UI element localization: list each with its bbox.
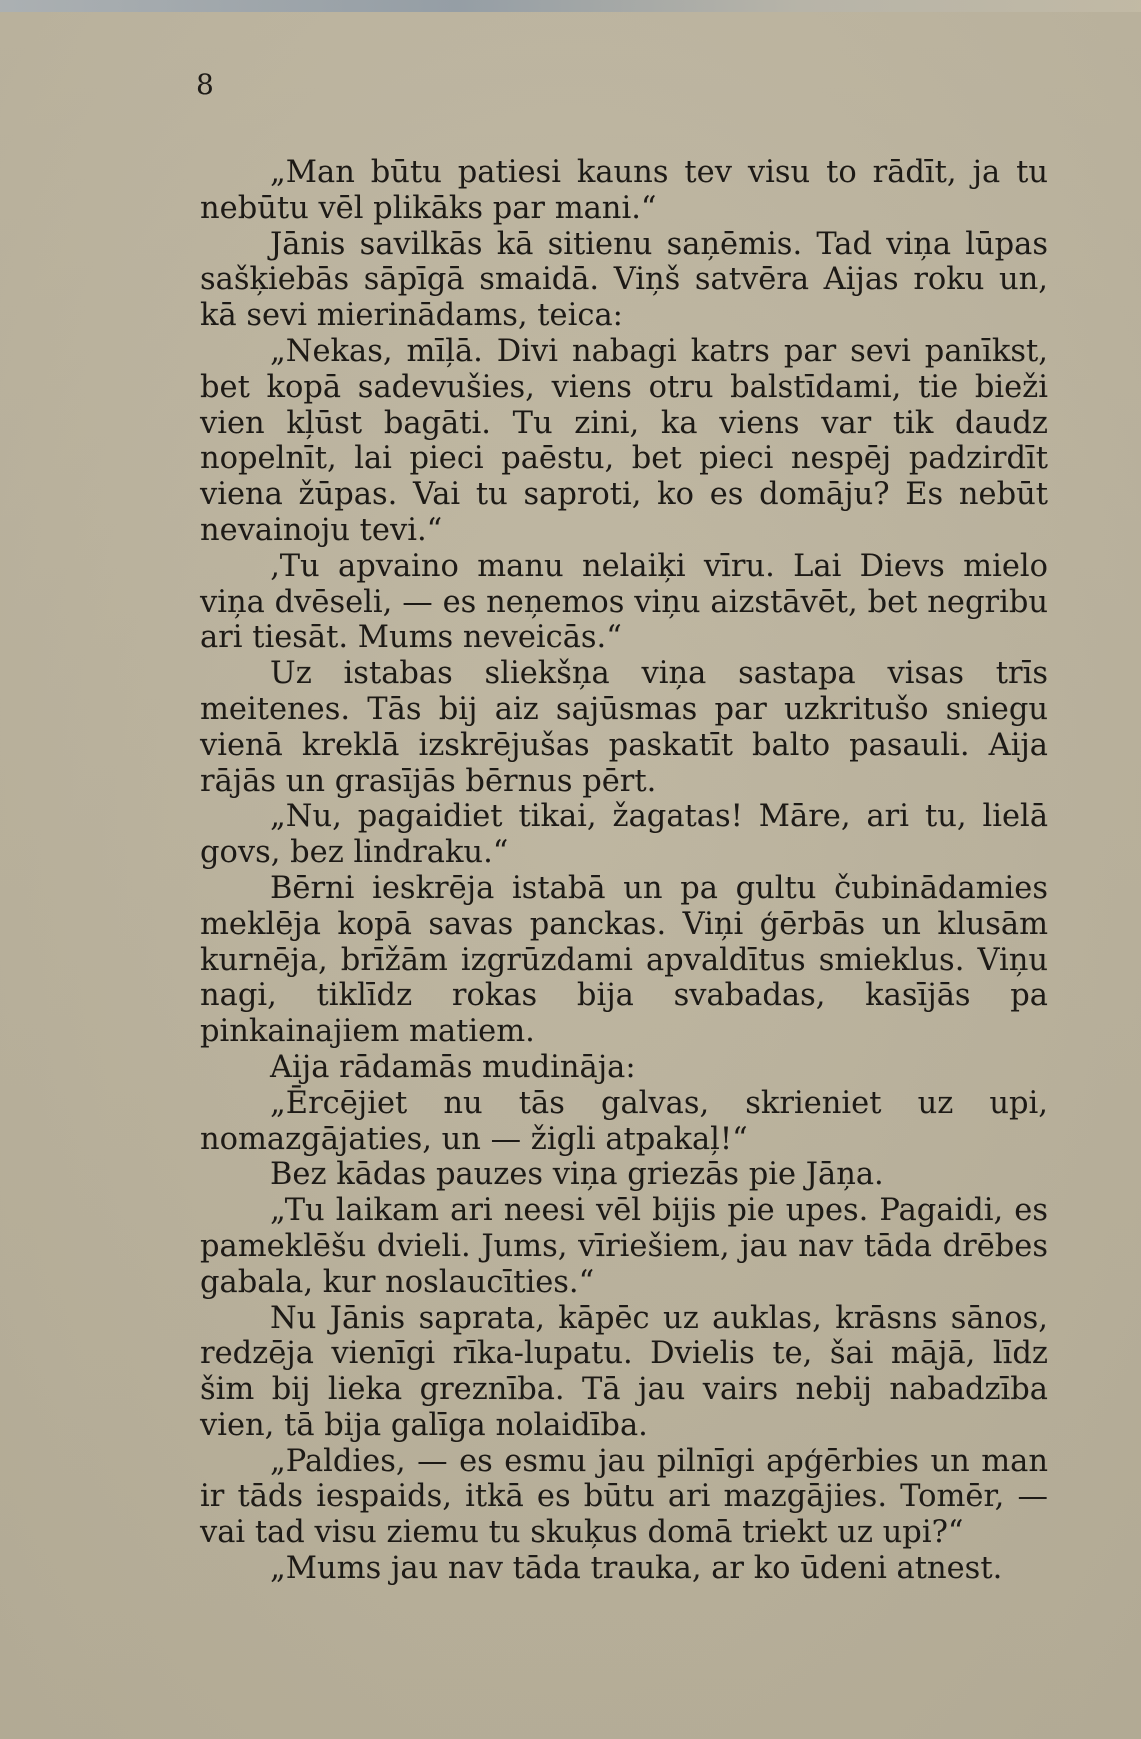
- paragraph: Uz istabas sliekšņa viņa sastapa visas trīs meitenes. Tās bij aiz sajūsmas par uzkritušo sniegu vienā kreklā izskrējušas paskatīt balto pasauli. Aija rājās un grasījās bērnus pērt.: [200, 656, 1048, 799]
- paragraph: „Man būtu patiesi kauns tev visu to rādīt, ja tu nebūtu vēl plikāks par mani.“: [200, 155, 1048, 226]
- paragraph: „Nekas, mīļā. Divi nabagi katrs par sevi panīkst, bet kopā sadevušies, viens otru balstīdami, tie bieži vien kļūst bagāti. Tu zini, ka viens var tik daudz nopelnīt, lai pieci paēstu, bet pieci nespēj padzirdīt viena žūpas. Vai tu saproti, ko es domāju? Es nebūt nevainoju tevi.“: [200, 333, 1048, 548]
- paragraph: Bērni ieskrēja istabā un pa gultu čubinādamies meklēja kopā savas panckas. Viņi ģērbās un klusām kurnēja, brīžām izgrūzdami apvaldītus smieklus. Viņu nagi, tiklīdz rokas bija svabadas, kasījās pa pinkainajiem matiem.: [200, 870, 1048, 1050]
- paragraph: „Tu laikam ari neesi vēl bijis pie upes. Pagaidi, es pameklēšu dvieli. Jums, vīriešiem, jau nav tāda drēbes gabala, kur noslaucīties.“: [200, 1193, 1048, 1300]
- body-text: [200, 155, 1048, 1587]
- top-edge-band: [0, 0, 1141, 12]
- paragraph: Aija rādamās mudināja:: [270, 1049, 636, 1085]
- paragraph: Jānis savilkās kā sitienu saņēmis. Tad viņa lūpas sašķiebās sāpīgā smaidā. Viņš satvēra Aijas roku un, kā sevi mierinādams, teica:: [200, 226, 1048, 334]
- paragraph: „Ērcējiet nu tās galvas, skrieniet uz upi, nomazgājaties, un — žigli atpakaļ!“: [200, 1085, 1048, 1157]
- paragraph: „Paldies, — es esmu jau pilnīgi apģērbies un man ir tāds iespaids, itkā es būtu ari mazgājies. Tomēr, — vai tad visu ziemu tu skuķus domā triekt uz upi?“: [200, 1443, 1048, 1551]
- paragraph: Bez kādas pauzes viņa griezās pie Jāņa.: [270, 1157, 884, 1193]
- page-number: 8: [196, 68, 215, 101]
- paragraph: Nu Jānis saprata, kāpēc uz auklas, krāsns sānos, redzēja vienīgi rīka-lupatu. Dvielis te, šai mājā, līdz šim bij lieka greznība. Tā jau vairs nebij nabadzība vien, tā bija galīga nolaidība.: [200, 1300, 1048, 1443]
- paragraph: „Mums jau nav tāda trauka, ar ko ūdeni atnest.: [270, 1551, 1003, 1587]
- paragraph: „Nu, pagaidiet tikai, žagatas! Māre, ari tu, lielā govs, bez lindraku.“: [200, 799, 1048, 871]
- paragraph: ‚Tu apvaino manu nelaiķi vīru. Lai Dievs mielo viņa dvēseli, — es neņemos viņu aizstāvēt, bet negribu ari tiesāt. Mums neveicās.“: [200, 548, 1048, 656]
